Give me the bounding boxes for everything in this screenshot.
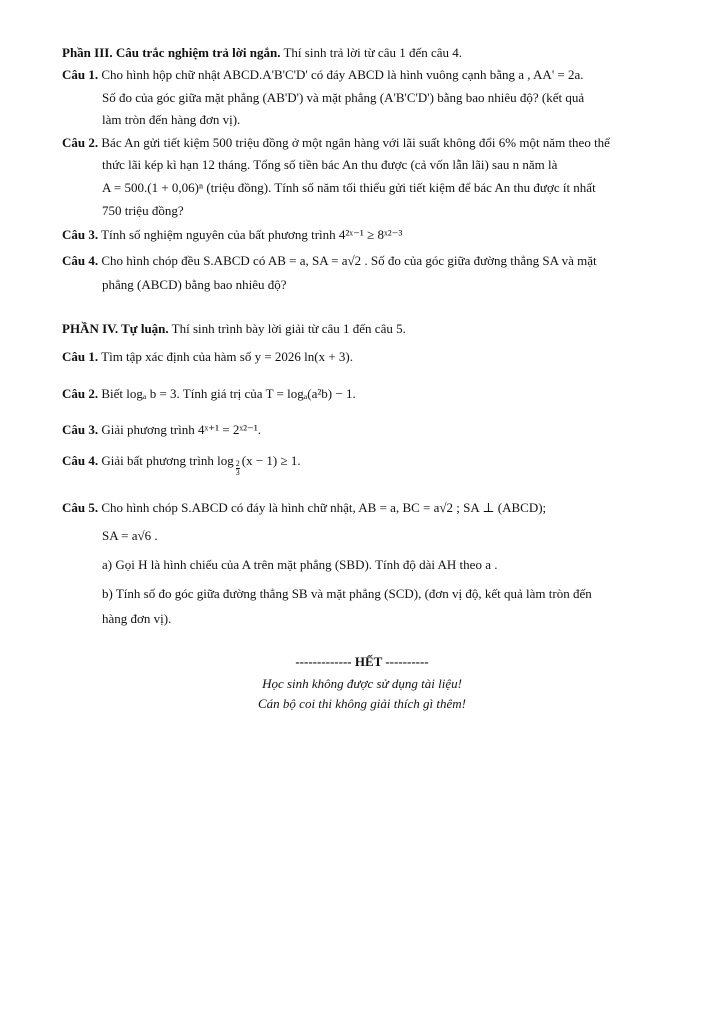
p4-q5-part-a: a) Gọi H là hình chiếu của A trên mặt phẳng (SBD). Tính độ dài AH theo a . — [102, 557, 498, 572]
p3-q2-line2: thức lãi kép kì hạn 12 tháng. Tổng số tiền bác An thu được (cả vốn lẫn lãi) sau n năm là — [102, 157, 558, 172]
p3-q2-line3: A = 500.(1 + 0,06)ⁿ (triệu đồng). Tính số năm tối thiểu gửi tiết kiệm để bác An thu được ít nhất — [102, 180, 596, 195]
p4-q1-line — [62, 348, 353, 366]
p3-q4-line2: phẳng (ABCD) bằng bao nhiêu độ? — [102, 277, 287, 292]
part4-intro: Thí sinh trình bày lời giải từ câu 1 đến câu 5. — [168, 321, 406, 336]
p3-q1-label: Câu 1. — [62, 67, 99, 82]
part3-intro: Thí sinh trả lời từ câu 1 đến câu 4. — [280, 45, 463, 60]
p3-q2-line1 — [62, 134, 610, 152]
p4-q3-line — [62, 421, 261, 439]
p3-q4-text1: Cho hình chóp đều S.ABCD có AB = a, SA = a√2 . Số đo của góc giữa đường thẳng SA và mặt — [101, 253, 597, 268]
p4-q2-text: Biết logₐ b = 3. Tính giá trị của T = logₐ(a²b) − 1. — [101, 386, 356, 401]
p4-q5-part-b2: hàng đơn vị). — [102, 611, 172, 626]
end-marker: ------------- HẾT ---------- — [295, 654, 429, 669]
p3-q4-line1 — [62, 252, 597, 270]
p4-q5-line1 — [62, 499, 546, 517]
p4-q4-text-post: (x − 1) ≥ 1. — [241, 453, 301, 468]
p4-q4-text-pre: Giải bất phương trình log — [101, 453, 234, 468]
p4-q4-label: Câu 4. — [62, 453, 99, 468]
p3-q2-text1: Bác An gửi tiết kiệm 500 triệu đồng ở một ngân hàng với lãi suất không đổi 6% một năm theo thể — [101, 135, 610, 150]
p3-q3-label: Câu 3. — [62, 227, 99, 242]
p4-q3-label: Câu 3. — [62, 422, 99, 437]
part4-header — [62, 320, 406, 338]
p3-q4-label: Câu 4. — [62, 253, 99, 268]
footer-note-1: Học sinh không được sử dụng tài liệu! — [262, 676, 462, 691]
p4-q5-text1: Cho hình chóp S.ABCD có đáy là hình chữ nhật, AB = a, BC = a√2 ; SA ⊥ (ABCD); — [101, 500, 547, 515]
p4-q3-text: Giải phương trình 4ˣ⁺¹ = 2ˣ²⁻¹. — [101, 422, 261, 437]
p3-q1-line2: Số đo của góc giữa mặt phẳng (AB'D') và mặt phẳng (A'B'C'D') bằng bao nhiêu độ? (kết quả — [102, 90, 585, 105]
p4-q5-line2: SA = a√6 . — [102, 528, 158, 543]
p3-q1-text1: Cho hình hộp chữ nhật ABCD.A'B'C'D' có đáy ABCD là hình vuông cạnh bằng a , AA' = 2a. — [101, 67, 584, 82]
p4-q2-line — [62, 385, 356, 403]
part4-heading: PHẦN IV. Tự luận. — [62, 321, 169, 336]
p4-q2-label: Câu 2. — [62, 386, 99, 401]
p4-q1-text: Tìm tập xác định của hàm số y = 2026 ln(x + 3). — [101, 349, 354, 364]
p3-q2-label: Câu 2. — [62, 135, 99, 150]
p3-q3-text1: Tính số nghiệm nguyên của bất phương trình 4²ˣ⁻¹ ≥ 8ˣ²⁻³ — [101, 227, 403, 242]
log-base-denominator: 3 — [235, 468, 240, 477]
p4-q5-label: Câu 5. — [62, 500, 99, 515]
p3-q1-line1 — [62, 66, 584, 84]
log-base-fraction — [236, 460, 240, 477]
part3-heading: Phần III. Câu trắc nghiệm trả lời ngắn. — [62, 45, 281, 60]
p4-q5-part-b1: b) Tính số đo góc giữa đường thẳng SB và mặt phẳng (SCD), (đơn vị độ, kết quả làm tròn đến — [102, 586, 592, 601]
log-base-numerator: 2 — [235, 459, 240, 468]
p3-q2-line4: 750 triệu đồng? — [102, 203, 184, 218]
footer-note-2: Cán bộ coi thi không giải thích gì thêm! — [258, 696, 466, 711]
p4-q1-label: Câu 1. — [62, 349, 99, 364]
p4-q4-line — [62, 452, 301, 477]
p3-q1-line3: làm tròn đến hàng đơn vị). — [102, 112, 241, 127]
part3-header — [62, 44, 462, 62]
p3-q3-line1 — [62, 226, 402, 244]
